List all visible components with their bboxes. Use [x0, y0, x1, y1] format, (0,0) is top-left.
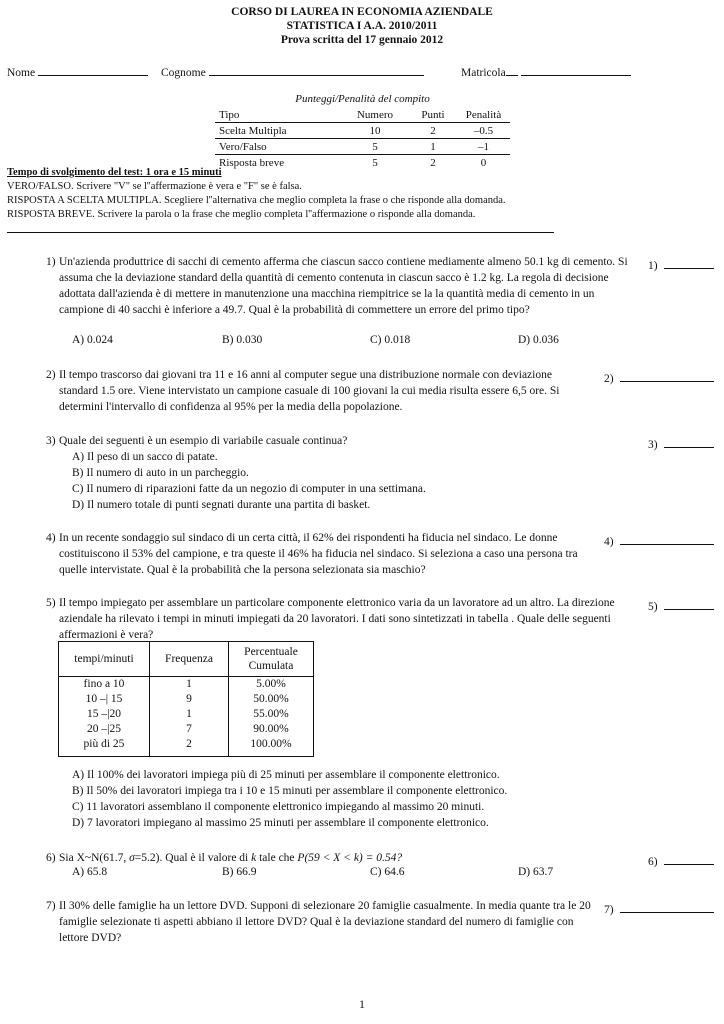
question-1 — [46, 254, 631, 318]
option-d[interactable]: D) 63.7 — [518, 866, 554, 878]
vf-instruction: VERO/FALSO. Scrivere "V" se l''affermazione è vera e "F" se è falsa. — [7, 181, 302, 192]
points-row — [215, 155, 510, 171]
nome-label: Nome — [7, 67, 36, 79]
answer-line[interactable] — [664, 598, 714, 610]
option-a[interactable]: A) 65.8 — [72, 866, 108, 878]
answer-1[interactable] — [648, 257, 714, 272]
points-table-caption: Punteggi/Penalità del compito — [295, 93, 430, 105]
answer-line[interactable] — [620, 370, 714, 382]
freq-header-cumulata: Percentuale Cumulata — [229, 642, 314, 677]
frequency-table — [58, 641, 314, 757]
choice-b[interactable]: B) Il numero di auto in un parcheggio. — [72, 467, 249, 479]
table-row — [59, 677, 314, 693]
answer-label: 5) — [648, 601, 658, 613]
option-c[interactable]: C) 0.018 — [370, 334, 411, 346]
answer-line[interactable] — [620, 533, 714, 545]
answer-line[interactable] — [664, 853, 714, 865]
page-number: 1 — [359, 997, 365, 1011]
points-row — [215, 123, 510, 139]
points-cell: 5 — [341, 139, 409, 155]
table-cell: 50.00% — [229, 692, 314, 707]
points-cell: –1 — [457, 139, 510, 155]
short-instruction: RISPOSTA BREVE. Scrivere la parola o la frase che meglio completa l''affermazione o risponde alla domanda. — [7, 209, 476, 220]
option-b[interactable]: B) 0.030 — [222, 334, 263, 346]
sigma-symbol: σ — [129, 852, 135, 864]
answer-label: 7) — [604, 904, 614, 916]
answer-7[interactable] — [604, 901, 714, 916]
table-cell: 10 –| 15 — [59, 692, 150, 707]
table-cell: 15 –|20 — [59, 707, 150, 722]
choice-d[interactable]: D) Il numero totale di punti segnati durante una partita di basket. — [72, 499, 371, 511]
course-title: CORSO DI LAUREA IN ECONOMIA AZIENDALE — [231, 6, 493, 18]
choice-a[interactable]: A) Il peso di un sacco di patate. — [72, 451, 218, 463]
answer-5[interactable] — [648, 598, 714, 613]
answer-2[interactable] — [604, 370, 714, 385]
choice-c[interactable]: C) 11 lavoratori assemblano il componente elettronico impiegando al massimo 20 minuti. — [72, 801, 485, 813]
matricola-field[interactable] — [461, 64, 631, 79]
option-d[interactable]: D) 0.036 — [518, 334, 559, 346]
points-row — [215, 139, 510, 155]
table-cell: 1 — [150, 707, 229, 722]
question-text-part: =5.2). Qual è il valore di — [134, 852, 252, 864]
nome-field[interactable] — [7, 64, 148, 79]
question-text-part: tale che — [256, 852, 298, 864]
question-4 — [46, 530, 591, 578]
table-cell: 1 — [150, 677, 229, 693]
table-cell: fino a 10 — [59, 677, 150, 693]
option-b[interactable]: B) 66.9 — [222, 866, 257, 878]
question-3-choices — [72, 449, 426, 513]
table-cell: 55.00% — [229, 707, 314, 722]
points-cell: 1 — [409, 139, 457, 155]
cognome-field[interactable] — [161, 64, 424, 79]
answer-line[interactable] — [664, 257, 714, 269]
answer-4[interactable] — [604, 533, 714, 548]
freq-header-tempi: tempi/minuti — [59, 642, 150, 677]
table-cell: 90.00% — [229, 722, 314, 737]
course-subtitle: STATISTICA I A.A. 2010/2011 — [286, 20, 438, 32]
points-cell: –0.5 — [457, 123, 510, 139]
table-cell: 2 — [150, 737, 229, 757]
question-5 — [46, 595, 631, 643]
question-2 — [46, 367, 566, 415]
question-number: 4) — [46, 532, 56, 544]
table-row — [59, 722, 314, 737]
question-text: In un recente sondaggio sul sindaco di un certa città, il 62% dei rispondenti ha fiducia nel sindaco. Le donne costituiscono il 53% del campione, e tra queste il 46% ha fiducia nel sindaco. Si seleziona a caso una persona tra quelle intervistate. Qual è la probabilità che la persona selezionata sia maschio? — [59, 532, 578, 576]
exam-date: Prova scritta del 17 gennaio 2012 — [280, 34, 444, 46]
question-text — [59, 850, 631, 866]
points-cell: 5 — [372, 156, 378, 169]
points-header-numero: Numero — [341, 107, 409, 123]
option-a[interactable]: A) 0.024 — [72, 334, 113, 346]
question-number: 5) — [46, 597, 56, 609]
question-7 — [46, 898, 591, 946]
answer-label: 1) — [648, 260, 658, 272]
points-header-punti: Punti — [409, 107, 457, 123]
answer-label: 6) — [648, 856, 658, 868]
option-c[interactable]: C) 64.6 — [370, 866, 405, 878]
points-cell: Scelta Multipla — [215, 123, 341, 139]
answer-line[interactable] — [664, 436, 714, 448]
question-3 — [46, 433, 631, 449]
table-cell: 20 –|25 — [59, 722, 150, 737]
table-cell: 9 — [150, 692, 229, 707]
points-header-tipo: Tipo — [215, 107, 341, 123]
probability-expression: P(59 < X < k) = 0.54? — [297, 852, 403, 864]
answer-label: 4) — [604, 536, 614, 548]
points-cell: 10 — [341, 123, 409, 139]
question-text: Un'azienda produttrice di sacchi di cemento afferma che ciascun sacco contiene mediamente almeno 50.1 kg di cemento. Si assuma che la deviazione standard della quantità di cemento contenuta in ciascun sacco è 1.2 kg. La regola di decisione adottata dall'azienda è di mettere in manutenzione una macchina riempitrice se la la quantità media di cemento in un campione di 40 sacchi è inferiore a 49.7. Qual è la probabilità di commettere un errore del primo tipo? — [59, 256, 628, 316]
cognome-label: Cognome — [161, 67, 206, 79]
points-header-penalita: Penalità — [457, 107, 510, 123]
points-cell: 2 — [430, 156, 436, 169]
matricola-label: Matricola — [461, 67, 506, 79]
time-instruction: Tempo di svolgimento del test: 1 ora e 15 minuti — [7, 167, 222, 178]
choice-b[interactable]: B) Il 50% dei lavoratori impiega tra i 10 e 15 minuti per assemblare il componente elettronico. — [72, 785, 508, 797]
table-row — [59, 707, 314, 722]
separator-line — [7, 232, 554, 233]
points-cell: Risposta breve — [219, 156, 285, 169]
table-cell: 7 — [150, 722, 229, 737]
answer-line[interactable] — [620, 901, 714, 913]
table-row — [59, 692, 314, 707]
question-5-choices — [72, 767, 507, 831]
choice-d[interactable]: D) 7 lavoratori impiegano al massimo 25 minuti per assemblare il componente elettronico. — [72, 817, 489, 829]
question-text: Il tempo trascorso dai giovani tra 11 e 16 anni al computer segue una distribuzione normale con deviazione standard 1.5 ore. Viene intervistato un campione casuale di 100 giovani la cui media risulta essere 6,5 ore. Si determini l'intervallo di confidenza al 95% per la media della popolazione. — [59, 369, 560, 413]
question-number: 6) — [46, 852, 56, 864]
question-6 — [46, 850, 631, 866]
question-number: 7) — [46, 900, 56, 912]
question-text: Quale dei seguenti è un esempio di variabile casuale continua? — [59, 435, 348, 447]
table-cell: 100.00% — [229, 737, 314, 757]
points-cell: Vero/Falso — [215, 139, 341, 155]
table-row — [59, 737, 314, 757]
question-number: 2) — [46, 369, 56, 381]
question-text: Il 30% delle famiglie ha un lettore DVD. Supponi di selezionare 20 famiglie casualmente. In media quante tra le 20 famiglie selezionate ti aspetti abbiano il lettore DVD? Qual è la deviazione standard del numero di famiglie con lettore DVD? — [59, 900, 591, 944]
mc-instruction: RISPOSTA A SCELTA MULTIPLA. Scegliere l''alternativa che meglio completa la frase o che risponde alla domanda. — [7, 195, 506, 206]
answer-label: 3) — [648, 439, 658, 451]
choice-c[interactable]: C) Il numero di riparazioni fatte da un negozio di computer in una settimana. — [72, 483, 426, 495]
question-text-part: Sia X~N(61.7, — [59, 852, 130, 864]
points-cell: 0 — [480, 156, 487, 169]
answer-6[interactable] — [648, 853, 714, 868]
k-variable: k — [251, 852, 257, 864]
points-cell: 2 — [409, 123, 457, 139]
table-cell: più di 25 — [59, 737, 150, 757]
points-table — [215, 93, 510, 170]
question-text: Il tempo impiegato per assemblare un particolare componente elettronico varia da un lavoratore ad un altro. La direzione aziendale ha rilevato i tempi in minuti impiegati da 20 lavoratori. I dati sono sintetizzati in tabella . Quale delle seguenti affermazioni è vera? — [59, 597, 615, 641]
choice-a[interactable]: A) Il 100% dei lavoratori impiega più di 25 minuti per assemblare il componente elettronico. — [72, 769, 500, 781]
freq-header-frequenza: Frequenza — [150, 642, 229, 677]
table-cell: 5.00% — [229, 677, 314, 693]
question-number: 3) — [46, 435, 56, 447]
question-number: 1) — [46, 256, 56, 268]
answer-label: 2) — [604, 373, 614, 385]
answer-3[interactable] — [648, 436, 714, 451]
